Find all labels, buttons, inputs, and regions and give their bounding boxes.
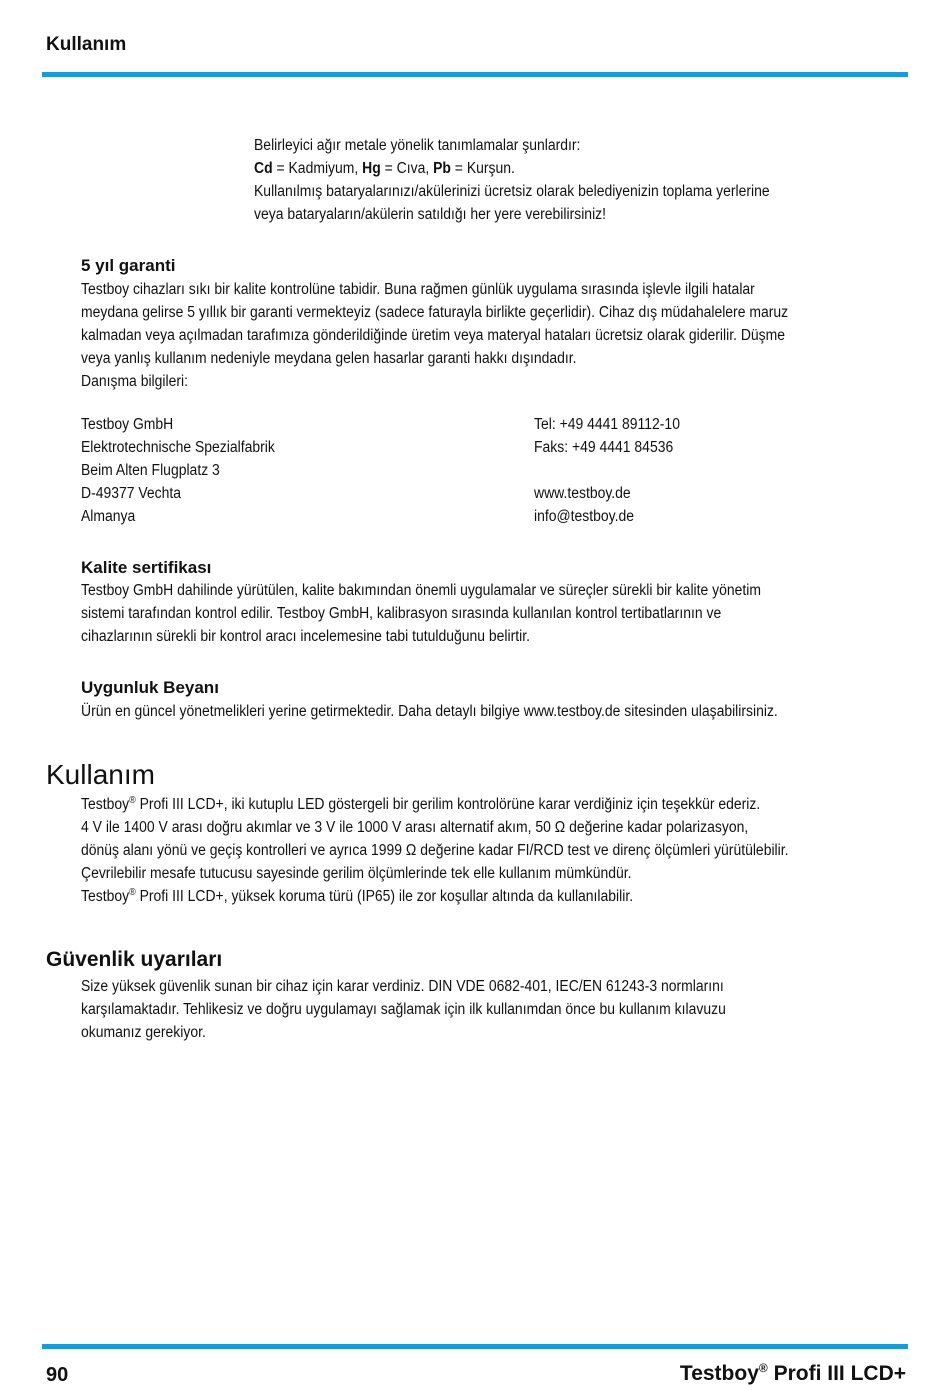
phone-number: Tel: +49 4441 89112-10 xyxy=(534,416,680,433)
company-subtitle: Elektrotechnische Spezialfabrik xyxy=(81,439,275,456)
footer-model: Profi III LCD+ xyxy=(767,1362,906,1385)
quality-text xyxy=(81,579,761,648)
usage-line xyxy=(81,885,789,908)
usage-line: dönüş alanı yönü ve geçiş kontrolleri ve ayrıca 1999 Ω değerine kadar FI/RCD test ve direnç ölçümleri yürütülebilir. xyxy=(81,842,789,859)
footer-rule xyxy=(42,1344,908,1349)
quality-line: sistemi tarafından kontrol edilir. Testboy GmbH, kalibrasyon sırasında kullanılan kontrol tertibatlarının ve xyxy=(81,605,722,622)
website-link[interactable]: www.testboy.de xyxy=(534,485,631,502)
registered-mark: ® xyxy=(129,794,136,806)
usage-text xyxy=(81,793,789,908)
street-address: Beim Alten Flugplatz 3 xyxy=(81,462,220,479)
warranty-text xyxy=(81,278,788,393)
usage-heading: Kullanım xyxy=(46,759,155,790)
email-link[interactable]: info@testboy.de xyxy=(534,508,634,525)
battery-disposal-line-1: Kullanılmış bataryalarınızı/akülerinizi ücretsiz olarak belediyenizin toplama yerlerine xyxy=(254,183,770,200)
postal-city: D-49377 Vechta xyxy=(81,485,182,502)
usage-line: Çevrilebilir mesafe tutucusu sayesinde gerilim ölçümlerinde tek elle kullanım mümkündür. xyxy=(81,865,632,882)
safety-line: karşılamaktadır. Tehlikesiz ve doğru uygulamayı sağlamak için ilk kullanımdan önce bu kullanım kılavuzu xyxy=(81,1001,726,1018)
conformity-heading: Uygunluk Beyanı xyxy=(81,678,219,697)
usage-line: 4 V ile 1400 V arası doğru akımlar ve 3 V ile 1000 V arası alternatif akım, 50 Ω değerine kadar polarizasyon, xyxy=(81,819,749,836)
heavy-metal-intro-line: Belirleyici ağır metale yönelik tanımlamalar şunlardır: xyxy=(254,137,581,154)
footer-product-name xyxy=(680,1362,906,1386)
safety-line: okumanız gerekiyor. xyxy=(81,1024,206,1041)
fax-number: Faks: +49 4441 84536 xyxy=(534,439,674,456)
battery-disposal-line-2: veya bataryaların/akülerin satıldığı her yere verebilirsiniz! xyxy=(254,206,607,223)
pb-text: = Kurşun. xyxy=(450,160,515,177)
quality-line: cihazlarının sürekli bir kontrol aracı incelemesine tabi tutulduğunu belirtir. xyxy=(81,628,530,645)
cd-symbol: Cd xyxy=(254,160,273,177)
quality-heading: Kalite sertifikası xyxy=(81,558,212,577)
footer-brand: Testboy xyxy=(679,1362,759,1385)
cd-text: = Kadmiyum, xyxy=(272,160,363,177)
header-rule xyxy=(42,72,908,77)
pb-symbol: Pb xyxy=(433,160,451,177)
contact-spacer xyxy=(534,459,680,482)
safety-heading: Güvenlik uyarıları xyxy=(46,948,223,971)
brand-name: Testboy xyxy=(81,796,130,813)
safety-text xyxy=(81,975,726,1044)
page-header-title: Kullanım xyxy=(46,34,127,55)
warranty-line: veya yanlış kullanım nedeniyle meydana gelen hasarlar garanti hakkı dışındadır. xyxy=(81,350,577,367)
warranty-heading: 5 yıl garanti xyxy=(81,256,176,275)
contact-address xyxy=(81,413,275,528)
hg-symbol: Hg xyxy=(362,160,381,177)
contact-channels xyxy=(534,413,680,528)
safety-line: Size yüksek güvenlik sunan bir cihaz için karar verdiniz. DIN VDE 0682-401, IEC/EN 61243-3 normlarını xyxy=(81,978,724,995)
hg-text: = Cıva, xyxy=(380,160,434,177)
footer-registered-mark: ® xyxy=(758,1361,768,1375)
warranty-line: Testboy cihazları sıkı bir kalite kontrolüne tabidir. Buna rağmen günlük uygulama sırasında işlevle ilgili hatalar xyxy=(81,281,755,298)
quality-line: Testboy GmbH dahilinde yürütülen, kalite bakımından önemli uygulamalar ve süreçler sürekli bir kalite yönetim xyxy=(81,582,762,599)
warranty-line: meydana gelirse 5 yıllık bir garanti vermekteyiz (sadece faturayla birlikte geçerlidir). Cihaz dış müdahalelere maruz xyxy=(81,304,789,321)
company-name: Testboy GmbH xyxy=(81,416,174,433)
country: Almanya xyxy=(81,508,136,525)
brand-name: Testboy xyxy=(81,888,130,905)
heavy-metal-symbols-line xyxy=(254,157,770,180)
usage-line xyxy=(81,793,789,816)
consultation-label: Danışma bilgileri: xyxy=(81,373,189,390)
conformity-line: Ürün en güncel yönetmelikleri yerine getirmektedir. Daha detaylı bilgiye www.testboy.de sitesinden ulaşabilirsiniz. xyxy=(81,703,778,720)
usage-line-5-text: Profi III LCD+, yüksek koruma türü (IP65) ile zor koşullar altında da kullanılabilir. xyxy=(135,888,634,905)
warranty-line: kalmadan veya açılmadan tarafımıza gönderildiğinde üretim veya materyal hataları ücretsiz olarak giderilir. Düşme xyxy=(81,327,786,344)
conformity-text xyxy=(81,700,778,723)
usage-line-1-text: Profi III LCD+, iki kutuplu LED göstergeli bir gerilim kontrolörüne karar verdiğiniz için teşekkür ederiz. xyxy=(135,796,761,813)
page-number: 90 xyxy=(46,1364,69,1386)
registered-mark: ® xyxy=(129,886,136,898)
heavy-metal-note xyxy=(254,134,770,226)
